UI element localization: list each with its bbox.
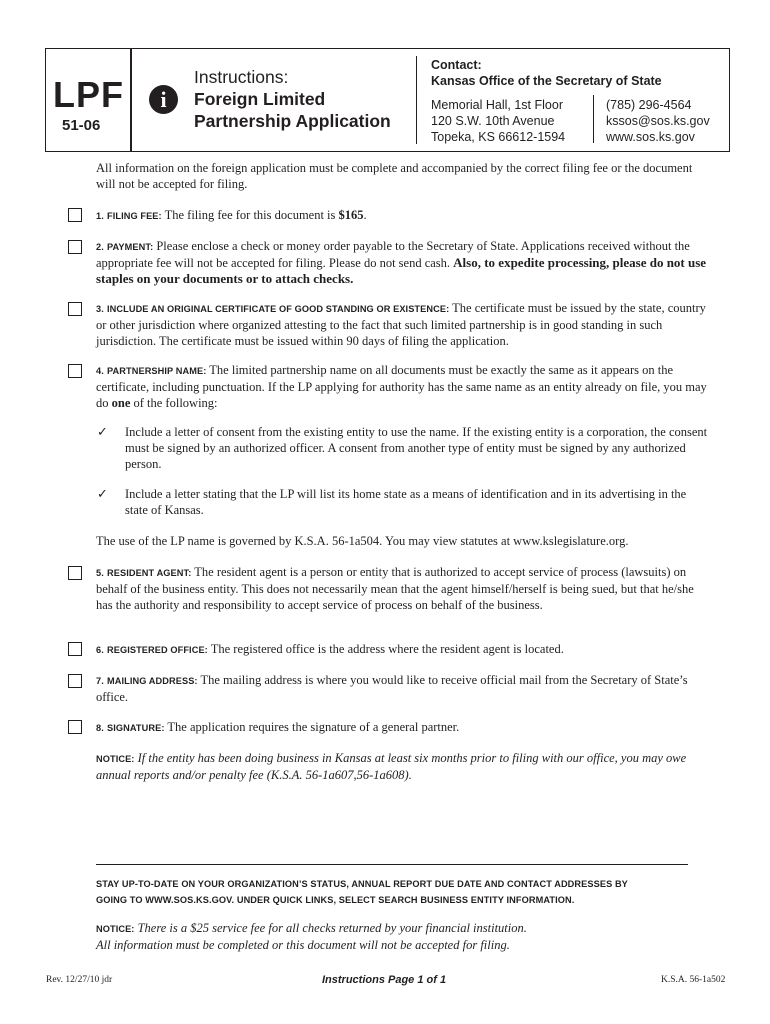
contact-office: Kansas Office of the Secretary of State	[431, 74, 662, 88]
item-signature	[96, 719, 711, 736]
address-line-1: Memorial Hall, 1st Floor	[431, 98, 563, 112]
fee-amount: $165	[338, 208, 364, 222]
contact-phone: (785) 296-4564	[606, 98, 692, 112]
contact-email[interactable]: kssos@sos.ks.gov	[606, 114, 710, 128]
notice-label: NOTICE:	[96, 754, 135, 764]
checkbox-registered-office[interactable]	[68, 642, 82, 656]
revision-label: Rev. 12/27/10 jdr	[46, 975, 113, 985]
checkbox-signature[interactable]	[68, 720, 82, 734]
item-text: Please enclose a check or money order payable to the Secretary of State. Applications received without the appropriate fee will not be accepted for filing. Please do not send cash.	[96, 239, 690, 270]
item-text: The mailing address is where you would like to receive official mail from the Secretary of State’s office.	[96, 673, 688, 704]
item-text: The application requires the signature of a general partner.	[167, 720, 460, 734]
item-filing-fee	[96, 207, 711, 224]
item-text: The filing fee for this document is	[164, 208, 336, 222]
checkbox-resident-agent[interactable]	[68, 566, 82, 580]
contact-header	[431, 57, 662, 89]
notice-service-fee	[96, 920, 711, 953]
statute-note: The use of the LP name is governed by K.S.A. 56-1a504. You may view statutes at www.kslegislature.org.	[96, 534, 629, 548]
item-text: The resident agent is a person or entity that is authorized to accept service of process (lawsuits) on behalf of the business entity. This does not necessarily mean that the agent himself/herself is being sued, but that he/she has the authority and responsibility to accept service of process on behalf of the business.	[96, 565, 694, 612]
option-consent-letter: Include a letter of consent from the existing entity to use the name. If the existing entity is a corporation, the consent must be signed by an authorized officer. A consent from another type of entity must be signed by any authorized person.	[125, 425, 708, 471]
title-divider	[416, 56, 417, 144]
item-number: 8.	[96, 723, 104, 733]
item-label: MAILING ADDRESS:	[107, 676, 198, 686]
item-text: The limited partnership name on all documents must be exactly the same as it appears on the certificate, including punctuation. If the LP applying for authority has the same name as an entity already on file, you may do	[96, 363, 707, 410]
item-number: 7.	[96, 676, 104, 686]
checkmark-icon: ✓	[97, 486, 108, 501]
page-number: Instructions Page 1 of 1	[322, 974, 447, 986]
checkbox-payment[interactable]	[68, 240, 82, 254]
address-line-2: 120 S.W. 10th Avenue	[431, 114, 555, 128]
item-text-end: .	[363, 208, 367, 222]
item-label: REGISTERED OFFICE:	[107, 645, 208, 655]
title-line-3: Partnership Application	[194, 111, 391, 131]
item-label: SIGNATURE:	[107, 723, 165, 733]
item-text-end: of the following:	[133, 396, 218, 410]
notice-line-1: There is a $25 service fee for all checks returned by your financial institution.	[137, 921, 527, 935]
form-number: 51-06	[62, 117, 101, 134]
title-line-1: Instructions:	[194, 67, 289, 87]
option-home-state-letter: Include a letter stating that the LP will list its home state as a means of identification and in its advertising in the state of Kansas.	[125, 487, 687, 517]
item-label: PARTNERSHIP NAME:	[107, 366, 207, 376]
item-label: RESIDENT AGENT:	[107, 568, 192, 578]
item-partnership-name	[96, 362, 711, 411]
notice-annual-reports	[96, 750, 711, 783]
checkbox-filing-fee[interactable]	[68, 208, 82, 222]
item-certificate	[96, 300, 711, 349]
item-text: The registered office is the address where the resident agent is located.	[210, 642, 564, 656]
notice-text: If the entity has been doing business in Kansas at least six months prior to filing with our office, you may owe annual reports and/or penalty fee (K.S.A. 56-1a607,56-1a608).	[96, 751, 687, 782]
intro-paragraph: All information on the foreign application must be complete and accompanied by the correct filing fee or the document will not be accepted for filing.	[96, 161, 693, 191]
item-number: 5.	[96, 568, 104, 578]
item-number: 2.	[96, 242, 104, 252]
page-title	[194, 66, 391, 132]
item-mailing-address	[96, 672, 711, 705]
stay-line-2: GOING TO WWW.SOS.KS.GOV. UNDER QUICK LINKS, SELECT SEARCH BUSINESS ENTITY INFORMATION.	[96, 895, 575, 905]
notice-line-2: All information must be completed or this document will not be accepted for filing.	[96, 938, 510, 952]
statute-reference: K.S.A. 56-1a502	[661, 975, 726, 985]
checkmark-icon: ✓	[97, 424, 108, 439]
checkbox-partnership-name[interactable]	[68, 364, 82, 378]
stay-line-1: STAY UP-TO-DATE ON YOUR ORGANIZATION’S STATUS, ANNUAL REPORT DUE DATE AND CONTACT ADDRESSES BY	[96, 879, 628, 889]
item-number: 1.	[96, 211, 104, 221]
checkbox-mailing-address[interactable]	[68, 674, 82, 688]
item-bold-word: one	[111, 396, 131, 410]
stay-up-to-date	[96, 876, 711, 908]
contact-divider	[593, 95, 594, 143]
notice-label: NOTICE:	[96, 924, 135, 934]
contact-label: Contact:	[431, 58, 482, 72]
checkbox-certificate[interactable]	[68, 302, 82, 316]
item-resident-agent	[96, 564, 711, 613]
form-code: LPF	[53, 74, 124, 115]
item-label: FILING FEE:	[107, 211, 162, 221]
item-label: PAYMENT:	[107, 242, 154, 252]
info-icon: i	[149, 85, 178, 114]
item-text: The certificate must be issued by the state, country or other jurisdiction where organized attesting to the fact that such limited partnership is in good standing in such jurisdiction. The certificate must be issued within 90 days of filing the application.	[96, 301, 706, 348]
item-number: 6.	[96, 645, 104, 655]
item-label: INCLUDE AN ORIGINAL CERTIFICATE OF GOOD STANDING OR EXISTENCE:	[107, 304, 450, 314]
contact-address	[431, 97, 565, 145]
section-divider	[96, 864, 688, 865]
contact-details	[606, 97, 710, 145]
item-bold-text: Also, to expedite processing, please do not use staples on your documents or to attach checks.	[96, 255, 707, 286]
title-line-2: Foreign Limited	[194, 89, 326, 109]
item-number: 3.	[96, 304, 104, 314]
address-line-3: Topeka, KS 66612-1594	[431, 130, 566, 144]
item-number: 4.	[96, 366, 104, 376]
header-divider	[130, 48, 132, 152]
contact-website[interactable]: www.sos.ks.gov	[606, 130, 695, 144]
item-registered-office	[96, 641, 711, 658]
item-payment	[96, 238, 711, 287]
